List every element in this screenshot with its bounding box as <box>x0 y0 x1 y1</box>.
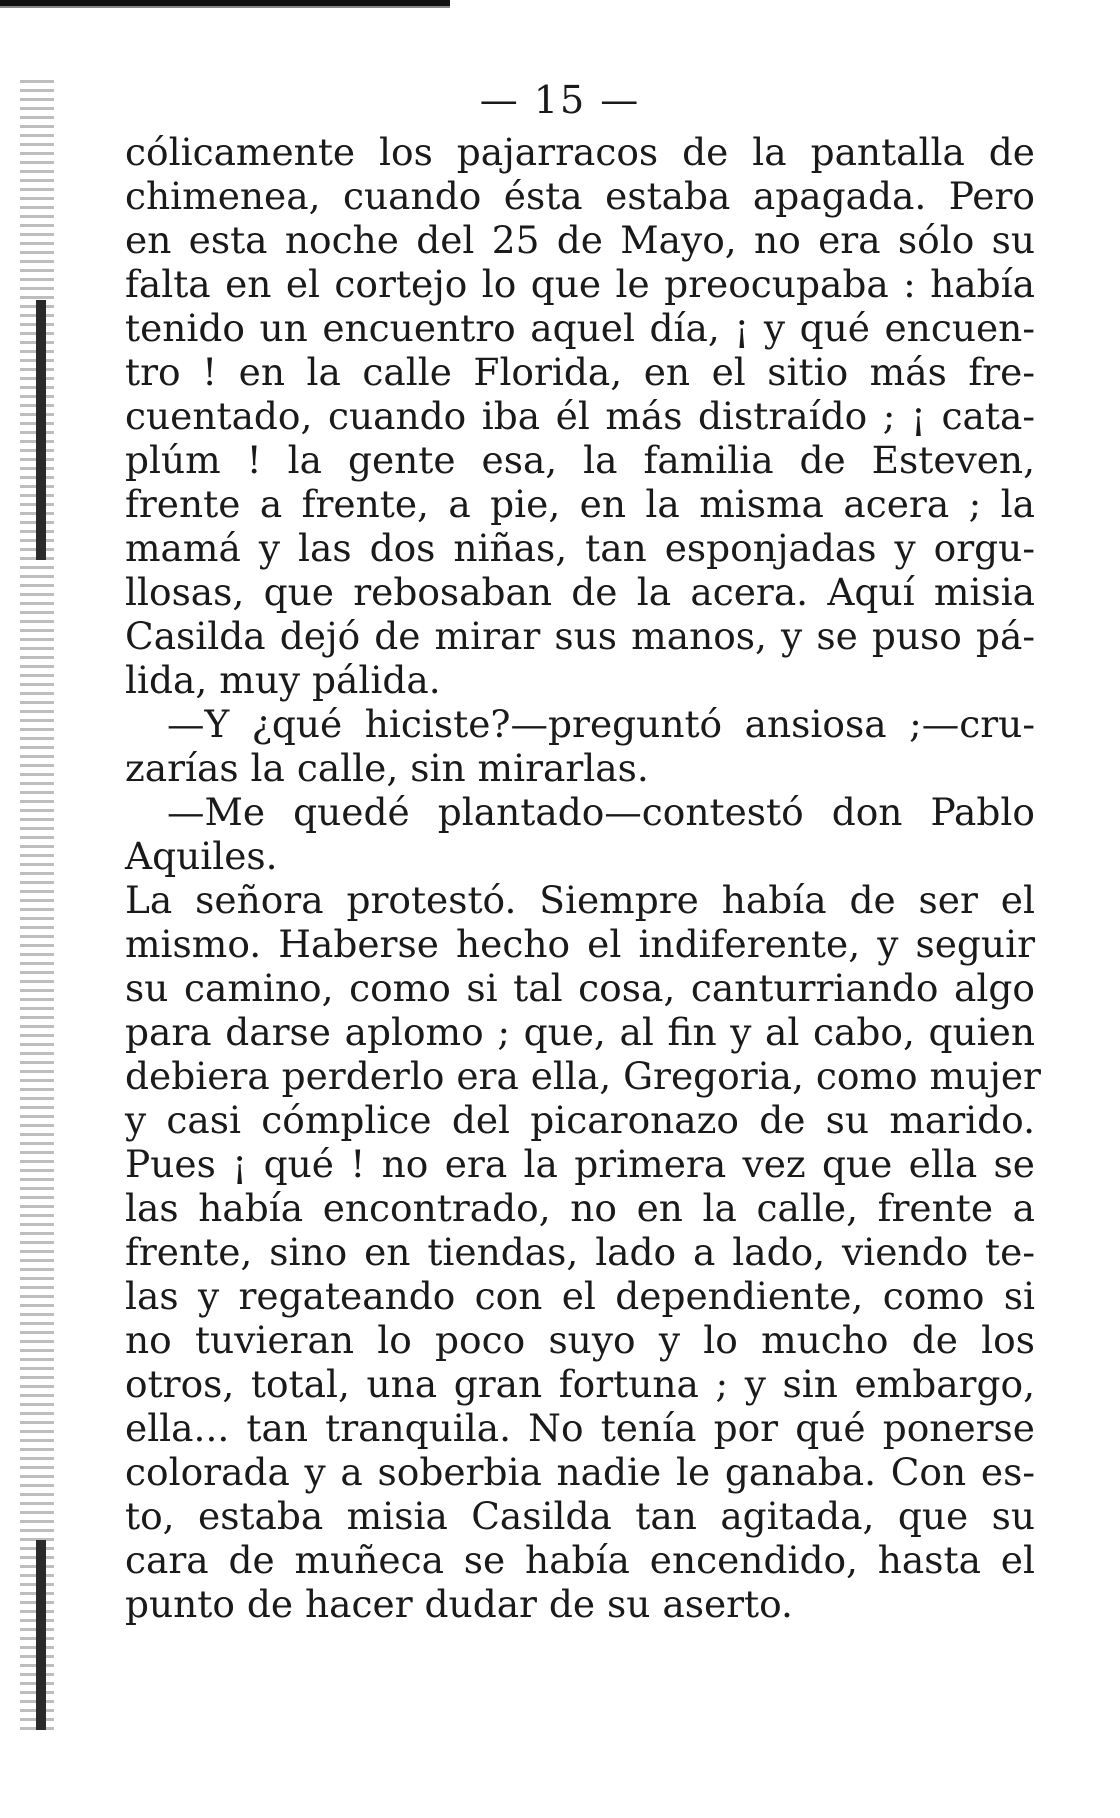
binding-edge-mark <box>36 1540 46 1730</box>
text-line: lida, muy pálida. <box>125 658 441 702</box>
text-line: tro ! en la calle Florida, en el sitio más fre- <box>125 350 1035 394</box>
text-line: chimenea, cuando ésta estaba apagada. Pero <box>125 174 1035 218</box>
text-line: frente, sino en tiendas, lado a lado, viendo te- <box>125 1230 1035 1274</box>
text-line: falta en el cortejo lo que le preocupaba : había <box>125 262 1035 306</box>
text-line: to, estaba misia Casilda tan agitada, que su <box>125 1494 1035 1538</box>
text-line: para darse aplomo ; que, al fin y al cabo, quien <box>125 1010 1035 1054</box>
text-line: cara de muñeca se había encendido, hasta el <box>125 1538 1035 1582</box>
page-number: — 15 — <box>479 78 641 122</box>
text-line: mamá y las dos niñas, tan esponjadas y orgu- <box>125 526 1035 570</box>
text-line: llosas, que rebosaban de la acera. Aquí misia <box>125 570 1035 614</box>
text-line: y casi cómplice del picaronazo de su marido. <box>125 1098 1035 1142</box>
top-rule <box>0 0 450 10</box>
text-line: zarías la calle, sin mirarlas. <box>125 746 649 790</box>
body-text <box>125 130 1041 1626</box>
text-line: cuentado, cuando iba él más distraído ; ¡ cata- <box>125 394 1035 438</box>
text-line: mismo. Haberse hecho el indiferente, y seguir <box>125 922 1035 966</box>
text-line: Pues ¡ qué ! no era la primera vez que ella se <box>125 1142 1035 1186</box>
text-line: La señora protestó. Siempre había de ser el <box>125 878 1035 922</box>
text-line: otros, total, una gran fortuna ; y sin embargo, <box>125 1362 1035 1406</box>
text-line: no tuvieran lo poco suyo y lo mucho de los <box>125 1318 1035 1362</box>
text-line: ella... tan tranquila. No tenía por qué ponerse <box>125 1406 1035 1450</box>
binding-edge-mark <box>36 300 46 560</box>
text-line: Aquiles. <box>125 834 278 878</box>
text-line: punto de hacer dudar de su aserto. <box>125 1582 793 1626</box>
text-line: las había encontrado, no en la calle, frente a <box>125 1186 1035 1230</box>
text-line: debiera perderlo era ella, Gregoria, como mujer <box>125 1054 1041 1098</box>
text-line: su camino, como si tal cosa, canturriando algo <box>125 966 1035 1010</box>
text-line: frente a frente, a pie, en la misma acera ; la <box>125 482 1035 526</box>
text-line: tenido un encuentro aquel día, ¡ y qué encuen- <box>125 306 1035 350</box>
text-line: Casilda dejó de mirar sus manos, y se puso pá- <box>125 614 1035 658</box>
text-line: cólicamente los pajarracos de la pantalla de <box>125 130 1035 174</box>
text-line: —Y ¿qué hiciste?—preguntó ansiosa ;—cru- <box>167 702 1035 746</box>
text-line: colorada y a soberbia nadie le ganaba. Con es- <box>125 1450 1035 1494</box>
text-line: —Me quedé plantado—contestó don Pablo <box>167 790 1035 834</box>
text-line: las y regateando con el dependiente, como si <box>125 1274 1035 1318</box>
text-line: plúm ! la gente esa, la familia de Esteven, <box>125 438 1035 482</box>
text-line: en esta noche del 25 de Mayo, no era sólo su <box>125 218 1035 262</box>
